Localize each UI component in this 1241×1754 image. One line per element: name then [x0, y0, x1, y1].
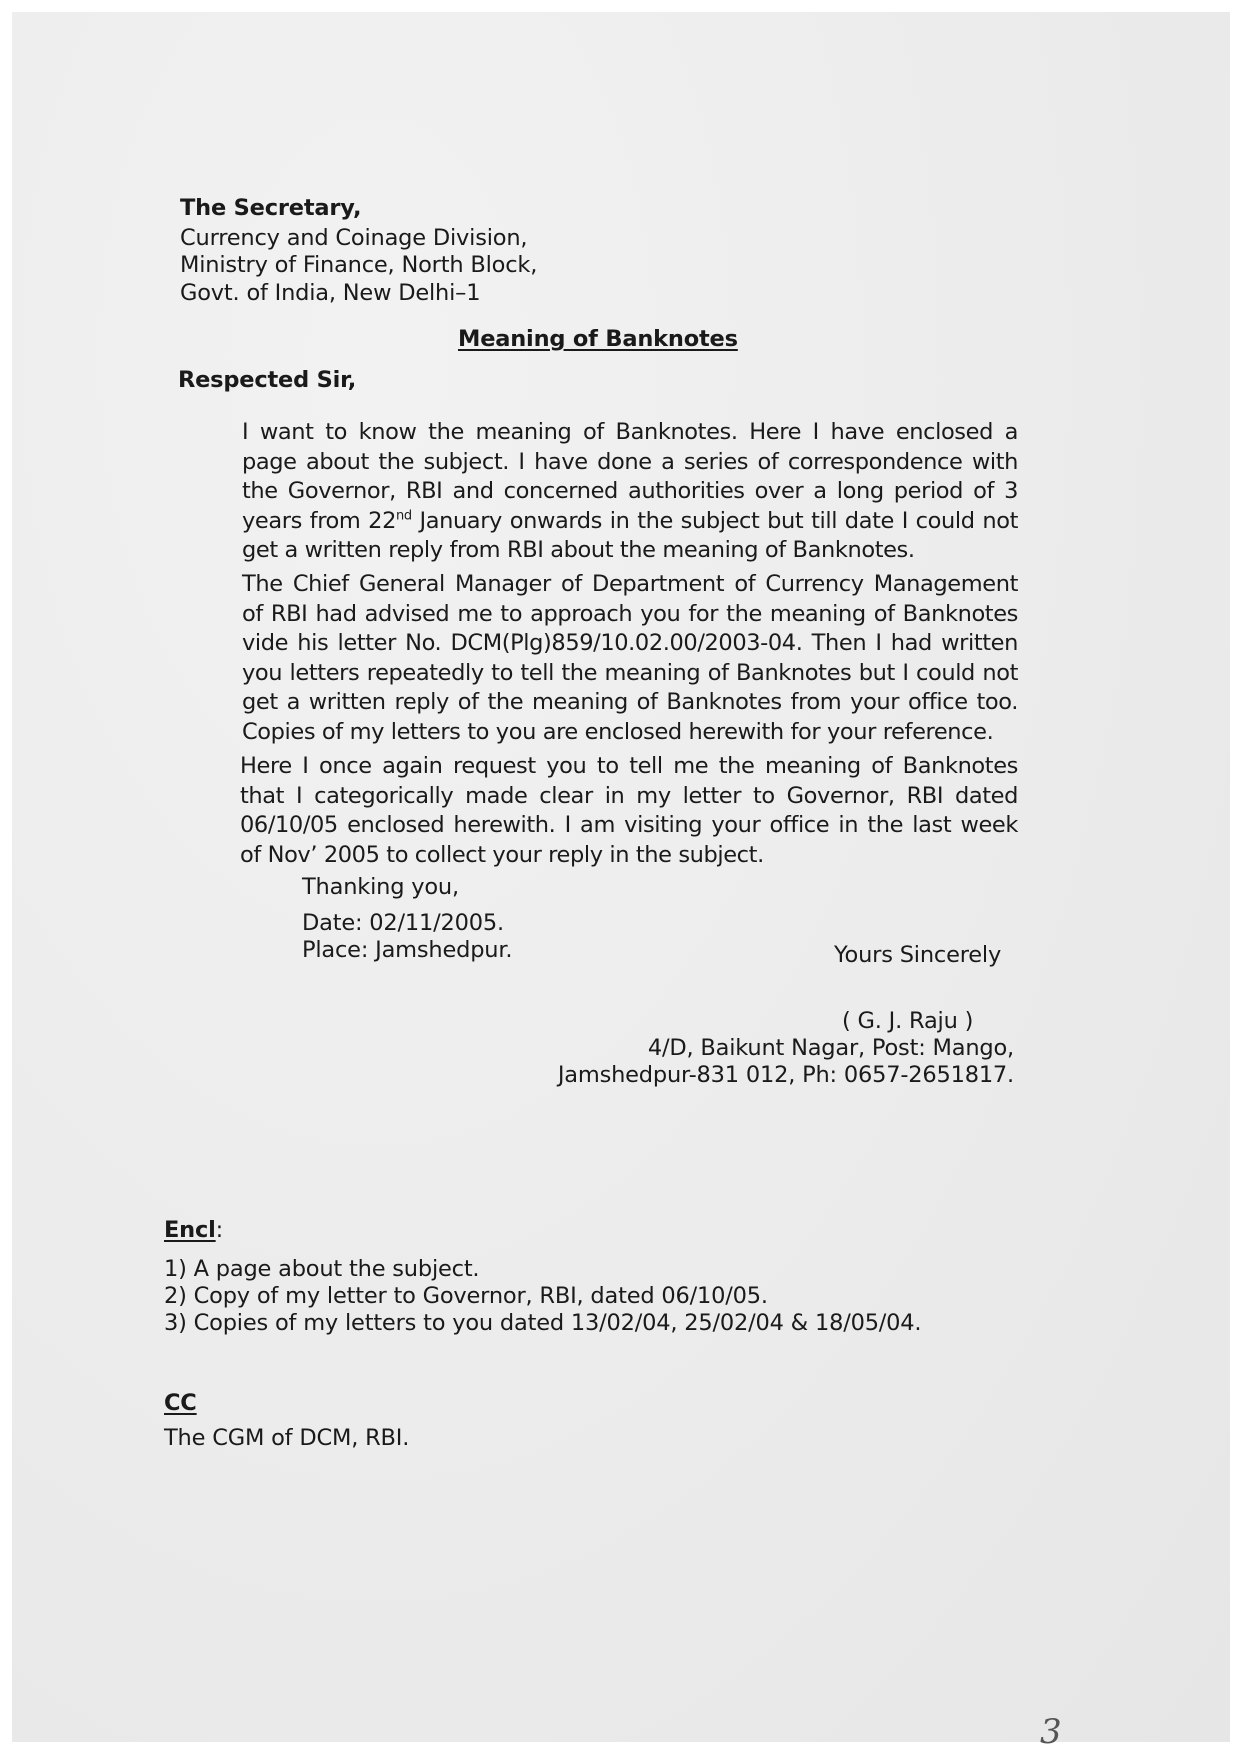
subject-heading: Meaning of Banknotes	[458, 326, 738, 352]
enclosures-heading	[164, 1217, 223, 1243]
cc-heading: CC	[164, 1390, 197, 1416]
enclosure-item: 2) Copy of my letter to Governor, RBI, dated 06/10/05.	[164, 1283, 768, 1309]
enclosure-item: 3) Copies of my letters to you dated 13/02/04, 25/02/04 & 18/05/04.	[164, 1310, 922, 1336]
enclosures-colon: :	[215, 1217, 224, 1243]
paragraph-text: The Chief General Manager of Department of Currency Management of RBI had advised me to approach you for the meaning of Banknotes vide his letter No. DCM(Plg)859/10.02.00/2003-04. Then I had written you letters repeatedly to tell the meaning of Banknotes but I could not get a written reply of the meaning of Banknotes from your office too. Copies of my letters to you are enclosed herewith for your reference.	[242, 571, 1018, 745]
sender-name: ( G. J. Raju )	[842, 1008, 974, 1034]
enclosures-label: Encl	[164, 1217, 216, 1243]
place-line: Place: Jamshedpur.	[302, 937, 513, 963]
body-paragraph-1	[242, 418, 1018, 566]
cc-recipient: The CGM of DCM, RBI.	[164, 1425, 410, 1451]
valediction: Yours Sincerely	[834, 942, 1002, 968]
body-paragraph-3	[240, 752, 1018, 870]
thanking-line: Thanking you,	[302, 874, 459, 900]
sender-address-line-2: Jamshedpur-831 012, Ph: 0657-2651817.	[557, 1062, 1014, 1088]
paragraph-text: Here I once again request you to tell me the meaning of Banknotes that I categorically made clear in my letter to Governor, RBI dated 06/10/05 enclosed herewith. I am visiting your office in the last week of Nov’ 2005 to collect your reply in the subject.	[240, 753, 1018, 868]
paragraph-text: I want to know the meaning of Banknotes. Here I have enclosed a page about the subject. I have done a series of correspondence with the Governor, RBI and concerned authorities over a long period of 3 years from 22	[242, 419, 1018, 534]
addressee-line: Currency and Coinage Division,	[180, 225, 528, 251]
salutation: Respected Sir,	[178, 367, 357, 393]
body-paragraph-2	[242, 570, 1018, 747]
addressee-title: The Secretary,	[180, 195, 362, 221]
ordinal-superscript: nd	[396, 508, 412, 523]
addressee-line: Ministry of Finance, North Block,	[180, 252, 538, 278]
addressee-line: Govt. of India, New Delhi–1	[180, 280, 481, 306]
paragraph-text: January onwards in the subject but till date I could not get a written reply from RBI about the meaning of Banknotes.	[242, 507, 1019, 563]
enclosure-item: 1) A page about the subject.	[164, 1256, 480, 1282]
sender-address-line-1: 4/D, Baikunt Nagar, Post: Mango,	[647, 1035, 1014, 1061]
page-number: 3	[1040, 1712, 1062, 1752]
date-line: Date: 02/11/2005.	[302, 910, 504, 936]
